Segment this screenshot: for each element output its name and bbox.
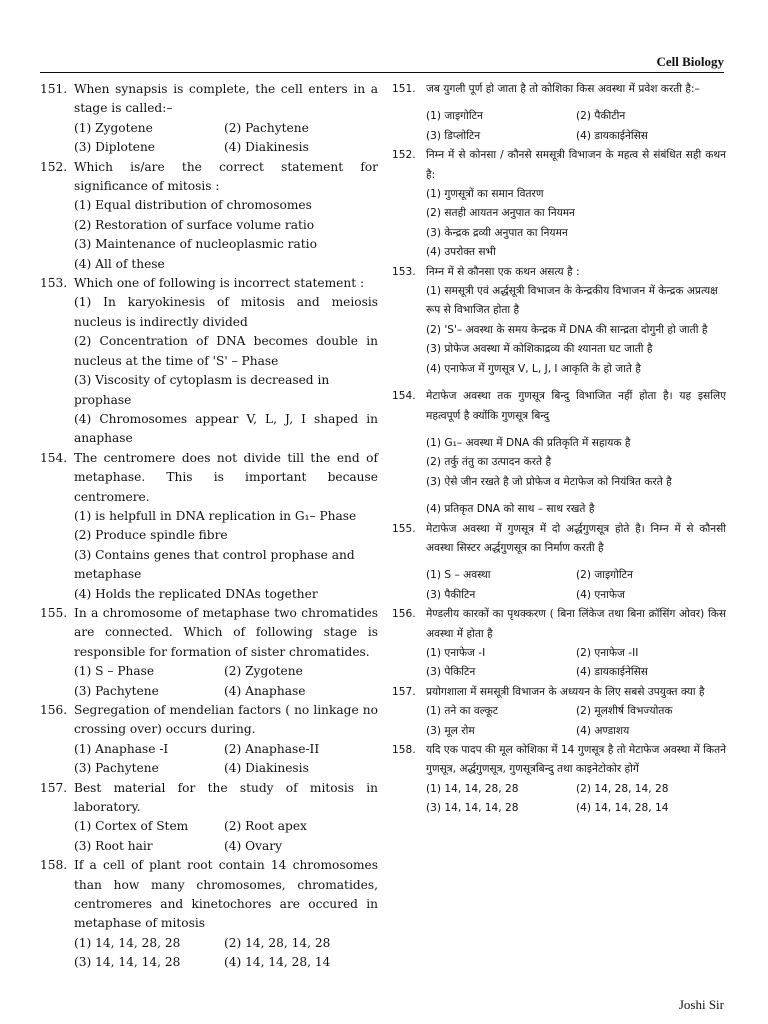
option: (1) 14, 14, 28, 28 — [74, 935, 181, 950]
question-number: 156. — [392, 608, 416, 621]
question-text: Segregation of mendelian factors ( no linkage no crossing over) occurs during. — [74, 703, 378, 737]
question-number: 153. — [40, 276, 68, 291]
question-153 — [40, 274, 378, 449]
option: (3) पैकीटिन — [426, 588, 476, 601]
option: (1) Cortex of Stem — [74, 819, 189, 834]
option: (2) जाइगोटिन — [576, 569, 633, 582]
question-number: 151. — [40, 82, 68, 96]
option: (1) G₁– अवस्था में DNA की प्रतिकृति में सहायक है — [426, 436, 631, 449]
option: (2) सतही आयतन अनुपात का नियमन — [426, 207, 575, 220]
option: (2) 14, 28, 14, 28 — [576, 782, 669, 795]
question-number: 157. — [40, 780, 68, 795]
option: (3) Contains genes that control prophase and metaphase — [74, 547, 355, 582]
option: (4) All of these — [74, 256, 165, 271]
question-text: Best material for the study of mitosis in laboratory. — [74, 780, 378, 815]
option: (2) Zygotene — [224, 664, 303, 679]
question-number: 152. — [40, 159, 68, 174]
question-text: Which one of following is incorrect statement : — [74, 276, 365, 291]
option: (1) is helpfull in DNA replication in G₁– Phase — [74, 508, 357, 523]
question-152 — [40, 158, 378, 274]
question-text: If a cell of plant root contain 14 chromosomes than how many chromosomes, chromatides, centromeres and kinetochores are occured in metaphase of mitosis — [74, 858, 378, 931]
option: (3) Viscosity of cytoplasm is decreased in prophase — [74, 373, 330, 407]
question-152-hindi — [392, 146, 726, 262]
hindi-column — [392, 80, 726, 819]
option: (3) Maintenance of nucleoplasmic ratio — [74, 237, 317, 252]
question-151 — [40, 80, 378, 158]
question-157-hindi — [392, 683, 726, 741]
option: (4) Holds the replicated DNAs together — [74, 586, 318, 601]
question-text: When synapsis is complete, the cell enters in a stage is called:– — [74, 82, 378, 116]
question-156 — [40, 701, 378, 779]
question-number: 152. — [392, 149, 416, 162]
option: (1) समसूत्री एवं अर्द्धसूत्री विभाजन के केन्द्रकीय विभाजन में केन्द्रक अप्रत्यक्ष रूप से विभाजित होता है — [426, 285, 718, 317]
option: (4) Diakinesis — [224, 140, 309, 155]
question-text: मेण्डलीय कारकों का पृथक्करण ( बिना लिंकेज तथा बिना क्रॉसिंग ओवर) किस अवस्था में होता है — [426, 608, 726, 640]
option: (4) Chromosomes appear V, L, J, I shaped in anaphase — [74, 411, 378, 446]
question-156-hindi — [392, 605, 726, 683]
question-text: Which is/are the correct statement for significance of mitosis : — [74, 159, 378, 194]
option: (4) 14, 14, 28, 14 — [576, 802, 669, 815]
option: (4) एनाफेज में गुणसूत्र V, L, J, I आकृति के हो जाते है — [426, 362, 641, 375]
option: (1) जाइगोटिन — [426, 110, 483, 123]
option: (1) गुणसूत्रों का समान वितरण — [426, 188, 544, 201]
question-text: जब युगली पूर्ण हो जाता है तो कोशिका किस अवस्था में प्रवेश करती है:– — [426, 83, 700, 95]
question-154 — [40, 449, 378, 604]
question-155-hindi — [392, 520, 726, 606]
option: (3) ऐसे जीन रखते है जो प्रोफेज व मेटाफेज को नियंत्रित करते है — [426, 475, 672, 488]
option: (3) Diplotene — [74, 140, 156, 155]
option: (4) 14, 14, 28, 14 — [224, 955, 331, 970]
option: (3) Pachytene — [74, 683, 159, 698]
question-text: The centromere does not divide till the end of metaphase. This is important because centromere. — [74, 450, 378, 504]
option: (4) एनाफेज — [576, 588, 625, 601]
question-153-hindi — [392, 263, 726, 379]
option: (4) डायकाईनेसिस — [576, 129, 648, 142]
question-158 — [40, 856, 378, 972]
question-text: निम्न में से कोनसा / कौनसे समसूत्री विभाजन के महत्व से संबंधित सही कथन है: — [426, 149, 726, 181]
english-column — [40, 80, 378, 973]
option: (3) 14, 14, 14, 28 — [74, 955, 181, 970]
question-155 — [40, 604, 378, 701]
option: (4) डायकाईनेसिस — [576, 666, 648, 679]
option: (2) पैकीटीन — [576, 110, 626, 123]
question-text: मेटाफेज अवस्था तक गुणसूत्र बिन्दु विभाजित नहीं होता है। यह इसलिए महत्वपूर्ण है क्योंकि गुणसूत्र बिन्दु — [426, 390, 726, 422]
option: (2) 14, 28, 14, 28 — [224, 935, 331, 950]
option: (1) Zygotene — [74, 120, 153, 135]
question-number: 157. — [392, 685, 416, 698]
question-number: 153. — [392, 265, 416, 278]
option: (4) Ovary — [224, 838, 282, 853]
header-divider — [40, 72, 724, 73]
option: (1) 14, 14, 28, 28 — [426, 782, 519, 795]
question-number: 156. — [40, 703, 68, 717]
option: (2) एनाफेज -II — [576, 646, 639, 659]
option: (2) मूलशीर्ष विभज्योतक — [576, 705, 673, 718]
option: (1) एनाफेज -I — [426, 646, 486, 659]
option: (1) In karyokinesis of mitosis and meiosis nucleus is indirectly divided — [74, 295, 378, 329]
option: (3) 14, 14, 14, 28 — [426, 802, 519, 815]
option: (2) Restoration of surface volume ratio — [74, 217, 315, 232]
option: (1) Equal distribution of chromosomes — [74, 198, 312, 213]
option: (3) मूल रोम — [426, 724, 475, 737]
option: (2) Concentration of DNA becomes double in nucleus at the time of 'S' – Phase — [74, 334, 378, 368]
option: (4) Anaphase — [224, 683, 306, 698]
option: (4) Diakinesis — [224, 761, 309, 776]
question-151-hindi — [392, 80, 726, 146]
option: (2) Anaphase-II — [224, 741, 320, 756]
question-157 — [40, 779, 378, 857]
option: (3) डिप्लोटिन — [426, 129, 481, 142]
option: (4) उपरोक्त सभी — [426, 246, 496, 259]
question-number: 158. — [40, 858, 68, 873]
question-text: मेटाफेज अवस्था में गुणसूत्र में दो अर्द्धगुणसूत्र होते है। निम्न में से कौनसी अवस्था सिस्टर अर्द्धगुणसूत्र का निर्माण करती है — [426, 522, 726, 554]
question-number: 154. — [392, 390, 416, 403]
option: (2) Pachytene — [224, 120, 309, 135]
question-number: 151. — [392, 83, 416, 95]
option: (2) तर्कु तंतु का उत्पादन करते है — [426, 456, 552, 469]
option: (4) प्रतिकृत DNA को साथ – साथ रखते है — [426, 503, 595, 516]
question-text: प्रयोगशाला में समसूत्री विभाजन के अध्ययन के लिए सबसे उपयुक्त क्या है — [426, 685, 705, 698]
option: (3) Root hair — [74, 838, 153, 853]
question-154-hindi — [392, 387, 726, 519]
question-number: 158. — [392, 744, 416, 756]
question-text: यदि एक पादप की मूल कोशिका में 14 गुणसूत्र है तो मेटाफेज अवस्था में कितने गुणसूत्र, अर्द्धगुणसूत्र, गुणसूत्रबिन्दु तथा काइनेटोकोर होगें — [426, 744, 726, 776]
question-text: In a chromosome of metaphase two chromatides are connected. Which of following stage is responsible for formation of sister chromatides. — [74, 605, 378, 659]
option: (1) S – अवस्था — [426, 569, 491, 582]
option: (1) तने का वल्कूट — [426, 705, 499, 718]
footer-author: Joshi Sir — [678, 997, 724, 1012]
question-number: 155. — [40, 605, 68, 620]
option: (2) 'S'– अवस्था के समय केन्द्रक में DNA की सान्द्रता दोगुनी हो जाती है — [426, 323, 708, 336]
option: (4) अण्डाशय — [576, 724, 630, 737]
page-title: Cell Biology — [656, 54, 724, 69]
option: (1) Anaphase -I — [74, 741, 169, 756]
option: (3) प्रोफेज अवस्था में कोशिकाद्रव्य की श्यानता घट जाती है — [426, 343, 653, 356]
option: (3) पेकिटिन — [426, 666, 476, 679]
option: (1) S – Phase — [74, 664, 155, 679]
question-158-hindi — [392, 741, 726, 819]
question-number: 154. — [40, 450, 68, 465]
option: (2) Produce spindle fibre — [74, 528, 228, 543]
option: (3) Pachytene — [74, 761, 159, 776]
question-number: 155. — [392, 522, 416, 535]
option: (2) Root apex — [224, 819, 307, 834]
question-text: निम्न में से कौनसा एक कथन असत्य है : — [426, 265, 580, 278]
option: (3) केन्द्रक द्रव्यी अनुपात का नियमन — [426, 226, 568, 239]
